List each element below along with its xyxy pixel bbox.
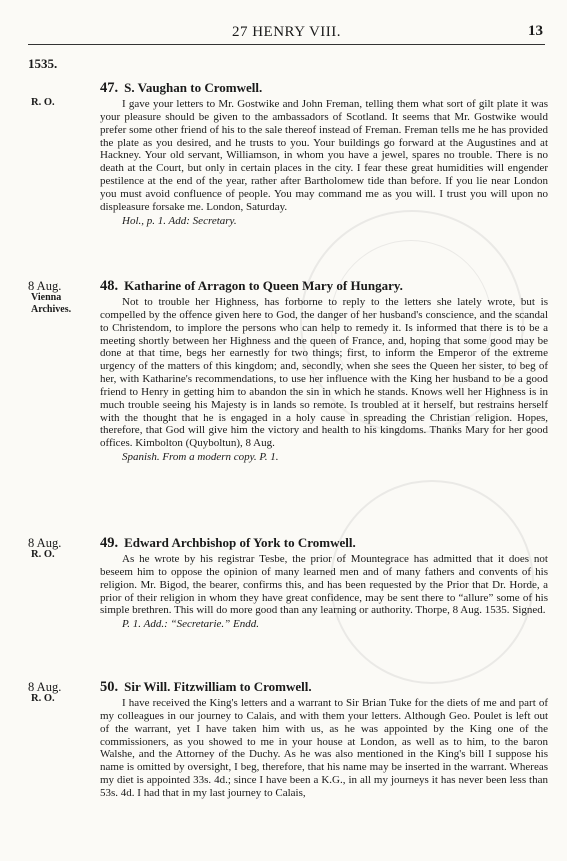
page-number: 13: [528, 23, 543, 39]
entry-heading: [100, 278, 548, 294]
entry-number: 50.: [100, 679, 119, 695]
entry-number: 48.: [100, 278, 119, 294]
margin-date: 8 Aug.: [28, 680, 62, 694]
entry-heading: [100, 679, 548, 695]
entry-title: Sir Will. Fitzwilliam to Cromwell.: [124, 679, 312, 694]
entry-body: [100, 80, 548, 228]
year-marker: 1535.: [28, 56, 58, 71]
margin-notes: [28, 97, 88, 109]
entry-heading: [100, 535, 548, 551]
margin-notes: [28, 681, 88, 705]
entry-note: Spanish. From a modern copy. P. 1.: [122, 451, 279, 464]
entry-title: Katharine of Arragon to Queen Mary of Hungary.: [124, 278, 403, 293]
entry-number: 49.: [100, 535, 119, 551]
margin-source-2: Archives.: [31, 304, 72, 315]
entry-note: Hol., p. 1. Add: Secretary.: [122, 214, 237, 227]
entry-text: I gave your letters to Mr. Gostwike and John Freman, telling them what sort of gilt plate it was your pleasure should be given to the ambassadors of Scotland. It seems that Mr. Gostwike would prefer some other friend of his to the sale thereof instead of Freman. Freman tells me he has provided the plate as you desired, and he trusts to you. Your buildings go forward at the Augustines and at Hackney. Your old servant, Williamson, in whom you have a jewel, spares no trouble. There is no death at the Court, but only in certain places in the city. I fear these great humidities will engender pestilence at the end of the year, rather after Bartholomew tide than before. If you lie near London you must avoid confluence of people. You may command me as you will. I trust you will upon no displeasure forsake me. London, Saturday.: [100, 98, 548, 213]
entry-body: [100, 278, 548, 464]
margin-notes: [28, 280, 88, 316]
margin-date: 8 Aug.: [28, 279, 62, 293]
entry-text: I have received the King's letters and a warrant to Sir Brian Tuke for the diets of me and part of my colleagues in our journey to Calais, and with them your letters. Although Geo. Poulet is left out of the warrant, yet I have taken him with us, as he was appointed by the King one of the commissioners, as you showed to me in your house at London, as well as to him, to the baron Walshe, and the Attorney of the Duchy. As he was also mentioned in the King's bill I suppose his name is omitted by oversight, I beg, therefore, that his name may be inserted in the warrant. Whereas my diet is appointed 33s. 4d.; since I have been a K.G., in all my journeys it has never been less than 53s. 4d. I had that in my last journey to Calais,: [100, 697, 548, 799]
entry-text: Not to trouble her Highness, has forborne to reply to the letters she lately wrote, but is compelled by the offence given here to God, the danger of her husband's conscience, and the scandal to Christendom, to implore the persons who can help to remedy it. Is informed that there is to be a meeting shortly between her Highness and the queen of France, and, hoping that some good may be done at that time, begs her earnestly for two things; first, to inform the Emperor of the extreme urgency of the matters of this kingdom; and, secondly, when she sees the Queen her sister, to beg of her, with Katharine's recommendations, to use her influence with the King her husband to be a good friend to Henry in getting him to abandon the sin in which he stands. Knows well her Highness is in much trouble seeing his Majesty is in lands so remote. Is troubled at it herself, but restrains herself with the thought that he is engaged in a holy cause in spreading the Christian religion. Hopes, therefore, that God will give him the victory and health to his kingdoms. Thanks Mary for her good offices. Kimbolton (Quyboltun), 8 Aug.: [100, 296, 548, 450]
entry-number: 47.: [100, 80, 119, 96]
margin-source: Vienna: [31, 292, 62, 303]
entry-body: [100, 679, 548, 800]
entry-note: P. 1. Add.: “Secretarie.” Endd.: [122, 618, 259, 631]
entry-title: Edward Archbishop of York to Cromwell.: [124, 535, 356, 550]
entry-body: [100, 535, 548, 631]
margin-notes: [28, 537, 88, 561]
running-title: 27 HENRY VIII.: [231, 24, 342, 40]
entry-title: S. Vaughan to Cromwell.: [124, 80, 263, 95]
margin-date: 8 Aug.: [28, 536, 62, 550]
margin-source: R. O.: [31, 549, 55, 560]
entry-text: As he wrote by his registrar Tesbe, the prior of Mountegrace has admitted that it does not beseem him to oppose the opinion of many learned men and of many fathers and convents of his religion. Mr. Bigod, the bearer, confirms this, and has been requested by the Prior that Dr. Horde, a prior of their religion in whom they have great confidence, may be sent there to “allure” some of his simple brethren. This will do more good than any learning or authority. Thorpe, 8 Aug. 1535. Signed.: [100, 553, 548, 617]
margin-source: R. O.: [31, 97, 55, 108]
entry-heading: [100, 80, 548, 96]
margin-source: R. O.: [31, 693, 55, 704]
running-header: [28, 22, 545, 45]
